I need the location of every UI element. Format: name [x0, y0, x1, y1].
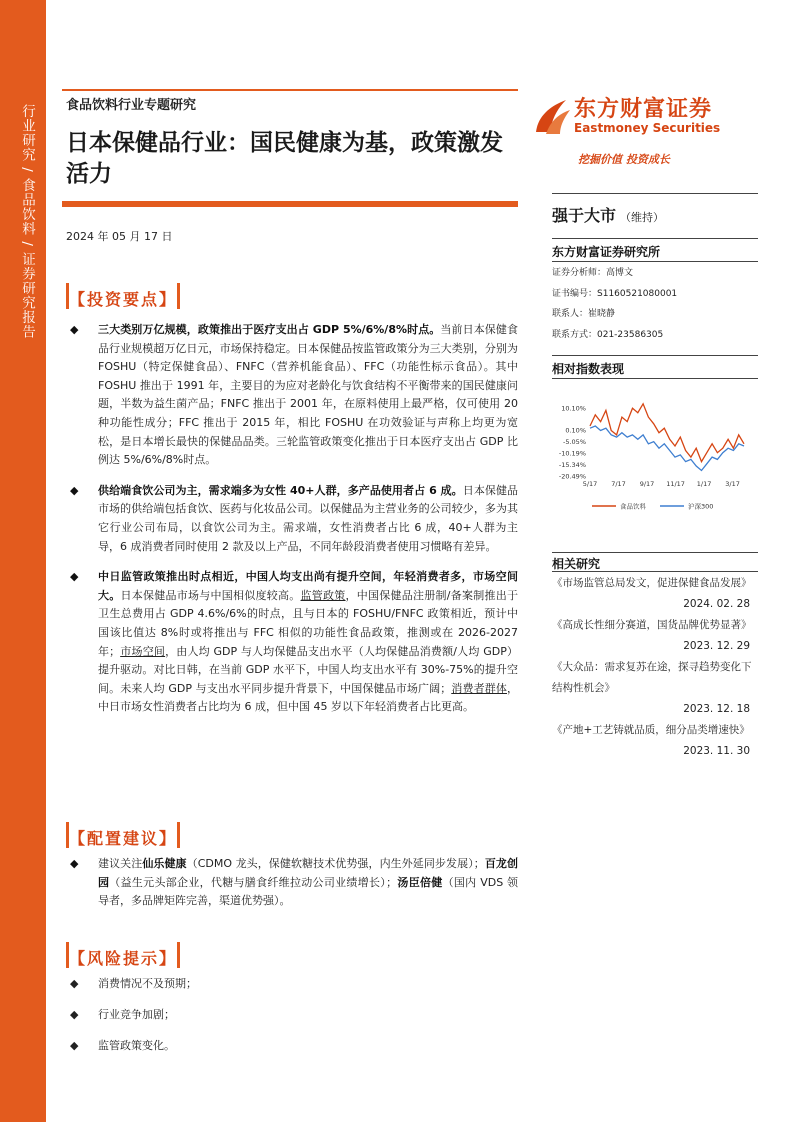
divider: [552, 552, 758, 553]
related-item[interactable]: [552, 615, 758, 657]
diamond-bullet-icon: ◆: [70, 1039, 79, 1052]
contact-name: 联系人：崔晓静: [552, 309, 616, 319]
y-tick-label: 10.10%: [561, 404, 586, 413]
risk-text: 行业竞争加剧；: [98, 1008, 175, 1021]
divider: [552, 378, 758, 379]
related-item-date: 2023. 12. 18: [683, 703, 750, 715]
diamond-bullet-icon: ◆: [70, 1008, 79, 1021]
point-item: [66, 321, 518, 470]
chart-title: 相对指数表现: [552, 362, 625, 376]
section-invest-header: [66, 283, 180, 309]
consumer-label: 消费者群体: [451, 681, 507, 695]
diamond-bullet-icon: ◆: [70, 323, 79, 336]
risk-item: [66, 975, 518, 1006]
point-text: 当前日本保健食品行业规模超万亿日元，市场保持稳定。日本保健品按监管政策分为三大类别，分别为 FOSHU（特定保健食品）、FNFC（营养机能食品）、FFC（功能性标示食品）。其中 FOSHU 推出于 1991 年，主要目的为应对老龄化与饮食结构不平衡带来的国民健康问题，半数为益生菌产品；FNFC 推出于 2001 年，在原料使用上最严格，仅可使用 20 种功能性成分；FFC 推出于 2015 年，相比 FOSHU 在功效验证与声称上均更为宽松，是日本增长最快的保健品品类。三轮监管政策变化推出于日本医疗支出占 GDP 比例达 5%/6%/8%时点。: [98, 323, 518, 467]
consumer-text: ，中日市场女性消费者占比均为 6 成，但中国 45 岁以下年轻消费者占比更高。: [98, 681, 518, 714]
divider: [552, 193, 758, 194]
sidebar: [0, 0, 46, 1122]
diamond-bullet-icon: ◆: [70, 857, 79, 870]
brand-logo: [530, 90, 760, 146]
y-tick-label: -15.34%: [558, 461, 586, 470]
risk-points: [66, 975, 518, 1068]
company-name: 百龙创园: [98, 857, 519, 889]
related-item[interactable]: [552, 720, 758, 762]
cert-number: 证书编号：S1160521080001: [552, 288, 678, 299]
risk-item: [66, 1006, 518, 1037]
diamond-bullet-icon: ◆: [70, 570, 79, 584]
x-tick-label: 3/17: [725, 480, 740, 488]
divider: [552, 238, 758, 239]
section-config-header: [66, 822, 180, 848]
brand-slogan: 挖掘价值 投资成长: [578, 153, 670, 166]
page-title: 日本保健品行业：国民健康为基，政策激发活力: [66, 130, 503, 187]
x-tick-label: 7/17: [611, 480, 626, 488]
config-text: （国内 VDS 领导者，多品牌矩阵完善，渠道优势强）。: [98, 875, 519, 908]
related-list: [552, 573, 758, 762]
investment-points: [66, 321, 518, 729]
diamond-bullet-icon: ◆: [70, 483, 79, 497]
y-tick-label: 0.10%: [565, 426, 586, 435]
report-date: 2024 年 05 月 17 日: [66, 230, 173, 243]
point-item: [66, 482, 518, 556]
config-text: （益生元头部企业，代糖与膳食纤维拉动公司业绩增长）；: [109, 875, 398, 889]
related-item-title[interactable]: 《大众品：需求复苏在途，探寻趋势变化下结构性机会》: [552, 661, 752, 694]
config-text: 建议关注: [98, 857, 143, 870]
config-item: [66, 855, 518, 911]
related-item-title[interactable]: 《产地+工艺铸就品质，细分品类增速快》: [552, 724, 750, 736]
x-tick-label: 1/17: [696, 480, 712, 488]
rating-label: 强于大市: [552, 206, 617, 225]
x-tick-label: 11/17: [666, 480, 685, 488]
point-lead: 供给端食饮公司为主，需求端多为女性 40+人群，多产品使用者占 6 成。: [98, 483, 463, 497]
y-tick-label: -10.19%: [558, 449, 586, 458]
point-item: [66, 568, 518, 717]
risk-text: 监管政策变化。: [98, 1039, 175, 1052]
related-title: 相关研究: [552, 557, 601, 571]
risk-item: [66, 1037, 518, 1068]
brand-name-cn: 东方财富证券: [574, 97, 713, 122]
related-item-title[interactable]: 《高成长性细分赛道，国货品牌优势显著》: [552, 619, 752, 631]
report-type: 食品饮料行业专题研究: [66, 98, 197, 113]
analyst-name: 证券分析师：高博文: [552, 268, 634, 278]
rating-note: （维持）: [620, 211, 665, 224]
related-item-title[interactable]: 《市场监管总局发文，促进保健食品发展》: [552, 577, 752, 589]
series-line-food-beverage: [590, 404, 744, 462]
y-tick-label: -20.49%: [558, 472, 586, 481]
y-tick-label: -5.05%: [563, 438, 586, 447]
divider: [552, 261, 758, 262]
analyst-info: [552, 263, 758, 345]
config-text: （CDMO 龙头，保健软糖技术优势强，内生外延同步发展）；: [186, 857, 485, 870]
divider: [552, 355, 758, 356]
logo-mark-icon: [532, 94, 572, 138]
sidebar-label: 行业研究 / 食品饮料 / 证券研究报告: [19, 104, 35, 340]
brand-name-en: Eastmoney Securities: [574, 121, 721, 135]
point-text: 日本保健品市场与中国相似度较高。: [120, 588, 301, 602]
point-lead: 三大类别万亿规模，政策推出于医疗支出占 GDP 5%/6%/8%时点。: [98, 323, 441, 336]
section-risk-header: [66, 942, 180, 968]
policy-label: 监管政策: [300, 588, 346, 602]
x-tick-label: 9/17: [639, 480, 655, 488]
market-label: 市场空间: [120, 644, 166, 658]
relative-index-chart: [552, 384, 758, 524]
title-divider: [62, 201, 518, 207]
related-item[interactable]: [552, 657, 758, 720]
diamond-bullet-icon: ◆: [70, 977, 79, 990]
policy-text: ，中国保健品注册制/备案制推出于卫生总费用占 GDP 4.6%/6%的时点，且与日本的 FOSHU/FNFC 政策相近，预计中国该比值达 8%时或将推出与 FFC 相似的功能性食品政策，推测或在 2026-2027 年；: [98, 588, 519, 658]
legend-label: 沪深300: [688, 502, 714, 511]
related-item-date: 2024. 02. 28: [683, 598, 750, 610]
related-item-date: 2023. 12. 29: [683, 640, 750, 652]
section-config-label: 【配置建议】: [69, 829, 178, 848]
related-item[interactable]: [552, 573, 758, 615]
institute-title: 东方财富证券研究所: [552, 245, 661, 259]
rating: [552, 203, 758, 226]
divider: [552, 571, 758, 572]
legend-label: 食品饮料: [620, 502, 646, 511]
config-points: [66, 855, 518, 923]
related-item-date: 2023. 11. 30: [683, 745, 750, 757]
point-lead: 中日监管政策推出时点相近，中国人均支出尚有提升空间，年轻消费者多，市场空间大。: [98, 570, 518, 602]
header-rule: [62, 89, 518, 91]
section-risk-label: 【风险提示】: [69, 949, 178, 968]
company-name: 仙乐健康: [142, 857, 187, 870]
x-tick-label: 5/17: [582, 480, 598, 488]
point-text: 日本保健品市场的供给端包括食饮、医药与化妆品公司。以保健品为主营业务的公司较少，多为其它行业公司布局，以食饮公司为主。需求端，女性消费者占比 6 成，40+人群为主导，6 成消费者同时使用 2 款及以上产品，不同年龄段消费者使用习惯略有差异。: [98, 483, 519, 553]
section-invest-label: 【投资要点】: [69, 290, 178, 309]
company-name: 汤臣倍健: [397, 875, 443, 889]
risk-text: 消费情况不及预期；: [98, 977, 197, 990]
contact-phone: 联系方式：021-23586305: [552, 329, 664, 340]
market-text: ，由人均 GDP 与人均保健品支出水平（人均保健品消费额/人均 GDP）提升驱动。对比日韩，在当前 GDP 水平下，中国人均支出水平有 30%-75%的提升空间。未来人均 GDP 与支出水平同步提升背景下，中国保健品市场广阔；: [98, 644, 519, 695]
